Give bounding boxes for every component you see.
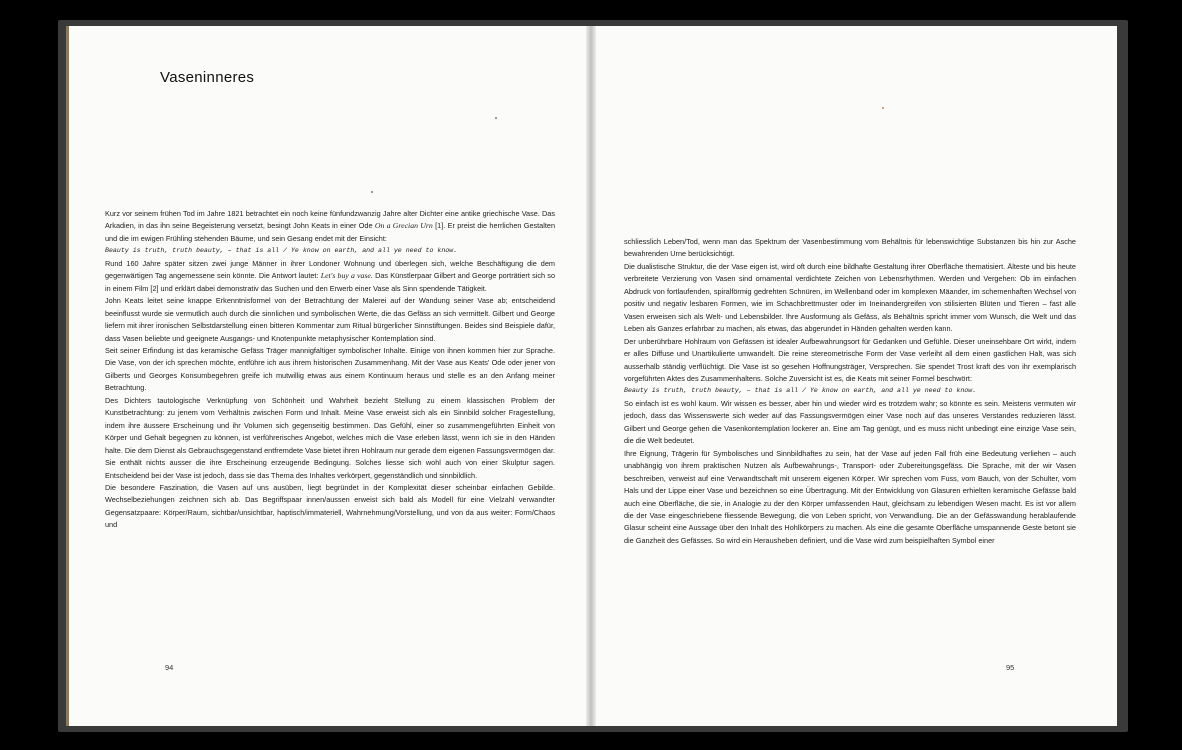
left-body-text xyxy=(105,208,555,532)
right-body-text xyxy=(624,236,1076,547)
book-gutter xyxy=(586,26,596,726)
paragraph: Die besondere Faszination, die Vasen auf uns ausüben, liegt begründet in der Komplexität dieser scheinbar einfachen Gebilde. Wechselbeziehungen zeichnen sich ab. Das Begriffspaar innen/aussen erweist sich bald als Modell für eine Vielzahl verwandter Gegensatzpaare: Körper/Raum, sichtbar/unsichtbar, haptisch/immateriell, Wahrnehmung/Vorstellung, und von da aus weiter: Form/Chaos und xyxy=(105,482,555,530)
paragraph: Der unberührbare Hohlraum von Gefässen ist idealer Aufbewahrungsort für Gedanken und Gefühle. Dieser uneinsehbare Ort wirkt, indem er alles Diffuse und Unartikulierte umwandelt. Die reine stereometrische Form der Vase verleiht all dem einen gastlichen Halt, was sich ausserhalb ständig verflüchtigt. Die Vase ist so gesehen Hoffnungsträger, Versprechen. Sie spendet Trost kraft des von ihr exemplarisch vorgeführten Aktes des Zusammenhaltens. Solche Zuversicht ist es, die Keats mit seiner Formel beschwört: xyxy=(624,336,1076,383)
page-number: 95 xyxy=(1006,663,1015,672)
paragraph xyxy=(105,258,555,295)
page-number: 94 xyxy=(165,663,174,672)
page-speck xyxy=(882,107,884,109)
paragraph: So einfach ist es wohl kaum. Wir wissen es besser, aber hin und wieder wird es trotzdem wahr; so könnte es sein. Meistens vermuten wir jedoch, dass das Wissenswerte sich weder auf das Fassungsvermögen einer Vase noch auf das unseres Verstandes reduzieren lässt. Gilbert und George gehen die Vasenkontemplation lockerer an. Eine am Tag genügt, und es muss nicht unbedingt eine einzige Vase sein, die die Welt bedeutet. xyxy=(624,398,1076,446)
paragraph: Die dualistische Struktur, die der Vase eigen ist, wird oft durch eine bildhafte Gestaltung ihrer Oberfläche thematisiert. Älteste und bis heute verbreitete Verzierung von Vasen sind ornamental verdichtete Zeichen von Lebensrhythmen. Werden und Vergehen: Ob im einfachen Abdruck von fortlaufenden, spiralförmig gedrehten Schnüren, im Wellenband oder im komplexen Mäander, im schemenhaften Wechsel von positiv und negativ lesbaren Formen, wie im Schachbrettmuster oder im Ineinandergreifen von stilisierten Blüten und Tieren – fast alle Vasen erweisen sich als Welt- und Lebensbilder. Ihre Ausformung als Gefäss, als Behältnis spricht immer vom Wunsch, die Welt und das Leben als Ganzes erfahrbar zu machen, als etwas, das abgerundet in Händen gehalten werden kann. xyxy=(624,261,1076,334)
keats-quote: Beauty is truth, truth beauty, – that is all / Ye know on earth, and all ye need to know. xyxy=(624,387,977,395)
paragraph: John Keats leitet seine knappe Erkenntnisformel von der Betrachtung der Malerei auf der Wandung seiner Vase ab; entscheidend beeinflusst wurde sie vermutlich auch durch die sinnlichen und symbolischen Werte, die das Gefäss an sich vermittelt. Gilbert und George liefern mit ihrer ironischen Selbstdarstellung einen bitteren Kommentar zum Ritual bürgerlicher Sinnstiftungen. Beides sind Beispiele dafür, dass Vasen beliebte und geeignete Ausgangs- und Knotenpunkte metaphysischer Kontemplation sind. xyxy=(105,296,555,343)
paragraph: Ihre Eignung, Trägerin für Symbolisches und Sinnbildhaftes zu sein, hat der Vase auf jeden Fall früh eine Bedeutung verliehen – auch unabhängig von ihrem praktischen Nutzen als Aufbewahrungs-, Transport- oder Zubereitungsgefäss. Die Sprache, mit der wir Vasen beschreiben, verweist auf eine Verwandtschaft mit unserem eigenen Körper. Wir sprechen vom Fuss, vom Bauch, von der Schulter, vom Hals und der Lippe einer Vase und bezeichnen so eine Übertragung. Mit der Entwicklung von Glasuren erhielten keramische Gefässe bald auch eine Oberfläche, die sie, in Analogie zu der den Körper umfassenden Haut, gleichsam zu lebendigen Wesen macht. Es ist vor allem die der Vase eingeschriebene fliessende Bewegung, die von Leben spricht, von Verwandlung. Die an der Gefässwandung herablaufende Glasur scheint eine Aussage über den Inhalt des Hohlkörpers zu machen. Als eine die gesamte Oberfläche umspannende Geste betont sie die Ganzheit des Gefässes. So wird ein Herausheben definiert, und die Vase wird zum beispielhaften Symbol einer xyxy=(624,448,1076,545)
paragraph xyxy=(105,208,555,245)
inline-quote: Let's buy a vase. xyxy=(320,271,373,281)
text-run: Rund 160 Jahre später sitzen zwei junge Männer in ihrer Londoner Wohnung und überlegen sich, welche Beschäftigung die dem gegenwärtigen Tag angemessene sein könnte. Die Antwort lautet: xyxy=(105,258,555,281)
chapter-title: Vaseninneres xyxy=(160,69,255,86)
ode-title: On a Grecian Urn xyxy=(374,221,433,231)
text-run: [1]. Er preist die herrlichen Gestalten und die im ewigen Frühling stehenden Bäume, und sein Gesang endet mit der Einsicht: xyxy=(105,221,556,243)
text-run: Das Künstlerpaar Gilbert and George porträtiert sich so in einem Film [2] und erklärt dabei demonstrativ das Suchen und den Erwerb einer Vase als Sinn spendende Tätigkeit. xyxy=(105,271,556,293)
right-page xyxy=(592,26,1117,726)
page-speck xyxy=(371,191,373,193)
keats-quote: Beauty is truth, truth beauty, – that is all / Ye know on earth, and all ye need to know. xyxy=(105,247,458,255)
left-page xyxy=(66,26,593,726)
paragraph: Des Dichters tautologische Verknüpfung von Schönheit und Wahrheit bezieht Stellung zu einem klassischen Problem der Kunstbetrachtung: zu jenem vom Verhältnis zwischen Form und Inhalt. Meine Vase erweist sich als ein Sinnbild solcher Fragestellung, indem ihre äussere Erscheinung und ihr Volumen sich gegenseitig bestimmen. Das Gefühl, einer so zusammengeführten Einheit von Körper und Gehalt begegnen zu können, ist verführerisches Angebot, welches mich die Vase erleben lässt, wenn ich sie in den Händen halte. Die dem Dienst als Gebrauchsgegenstand entfremdete Vase bietet ihren Hohlraum nur gerade dem eigenen Fassungsvermögen dar. Sie enthält nichts ausser die ihre Erscheinung erzeugende Bedingung. Solches liesse sich wohl auch von einer Skulptur sagen. Entscheidend bei der Vase ist jedoch, dass sie das Thema des Inhaltes verkörpert, gegenständlich und sinnbildlich. xyxy=(105,395,555,480)
text-run: Kurz vor seinem frühen Tod im Jahre 1821 betrachtet ein noch keine fünfundzwanzig Jahre alter Dichter eine antike griechische Vase. Das Arkadien, in das ihn seine Begeisterung versetzt, besingt John Keats in einer Ode xyxy=(105,209,555,231)
page-speck xyxy=(495,117,497,119)
paragraph: Seit seiner Erfindung ist das keramische Gefäss Träger mannigfaltiger symbolischer Inhalte. Einige von ihnen kommen hier zur Sprache. Die Vase, von der ich sprechen möchte, entführe ich aus ihrem historischen Zusammenhang. Mit der Vase aus Keats' Ode oder jener von Gilberts und Georges Konsumbegehren greife ich mutwillig etwas aus einem Kontinuum heraus und stelle es an den Anfang meiner Betrachtung. xyxy=(105,345,555,393)
paragraph: schliesslich Leben/Tod, wenn man das Spektrum der Vasenbestimmung vom Behältnis für lebenswichtige Substanzen bis hin zur Asche bewahrenden Urne berücksichtigt. xyxy=(624,237,1076,259)
